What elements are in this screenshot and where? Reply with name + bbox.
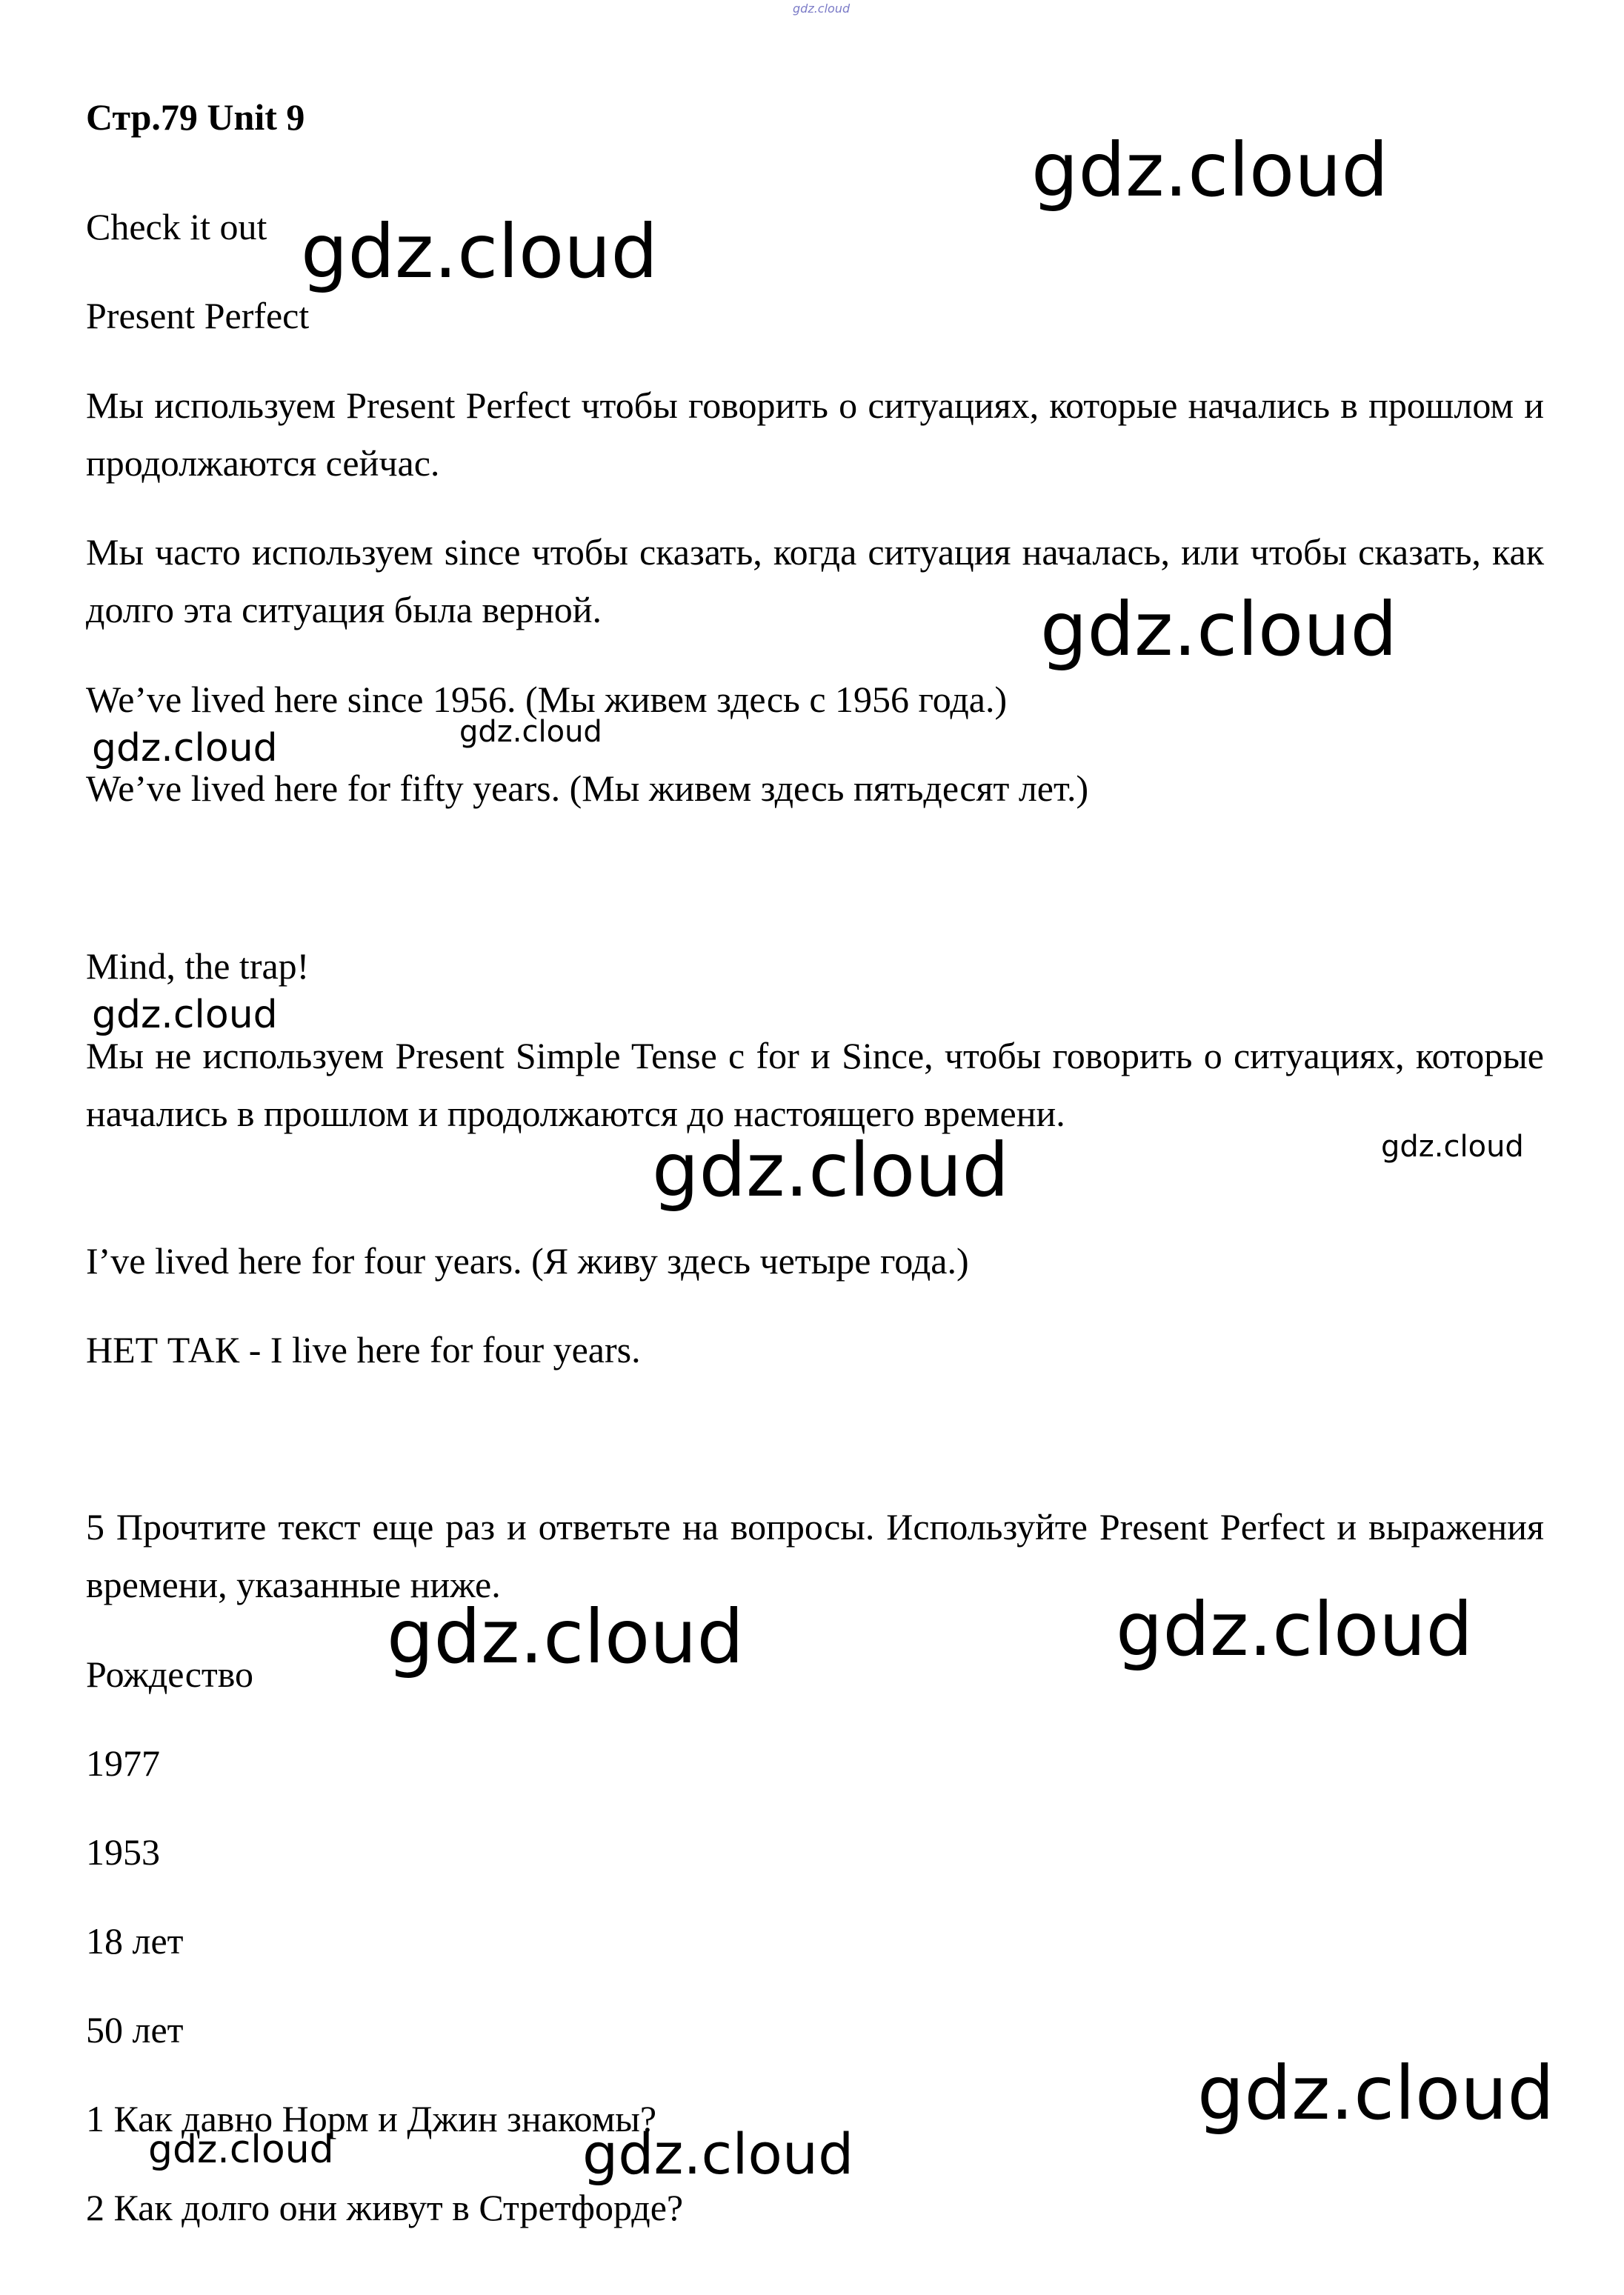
section-heading-mind-the-trap: Mind, the trap!: [86, 945, 310, 987]
rule-paragraph-2: Мы часто используем since чтобы сказать, когда ситуация началась, или чтобы сказать, как долго эта ситуация была верной.: [86, 531, 1544, 630]
time-expression-item: 50 лет: [86, 2009, 184, 2051]
time-expression-item: 1953: [86, 1831, 160, 1873]
watermark: gdz.cloud: [92, 993, 278, 1037]
rule-paragraph-3: Мы не используем Present Simple Tense с for и Since, чтобы говорить о ситуациях, которые начались в прошлом и продолжаются до настоящего времени.: [86, 1035, 1544, 1134]
exercise-instruction: 5 Прочтите текст еще раз и ответьте на вопросы. Используйте Present Perfect и выражения времени, указанные ниже.: [86, 1506, 1544, 1605]
watermark-top-tiny: gdz.cloud: [793, 1, 851, 16]
rule-paragraph-1: Мы используем Present Perfect чтобы говорить о ситуациях, которые начались в прошлом и продолжаются сейчас.: [86, 384, 1544, 484]
example-line-1: We’ve lived here since 1956. (Мы живем здесь с 1956 года.): [86, 679, 1008, 720]
time-expression-item: Рождество: [86, 1653, 254, 1695]
example-line-3: I’ve lived here for four years. (Я живу здесь четыре года.): [86, 1240, 969, 1282]
question-item: 1 Как давно Норм и Джин знакомы?: [86, 2098, 657, 2139]
page-title: Стр.79 Unit 9: [86, 96, 305, 138]
watermark: gdz.cloud: [1197, 2050, 1555, 2136]
time-expression-item: 18 лет: [86, 1920, 184, 1962]
watermark: gdz.cloud: [652, 1127, 1010, 1213]
watermark: gdz.cloud: [1116, 1586, 1474, 1673]
watermark: gdz.cloud: [92, 726, 278, 770]
watermark: gdz.cloud: [582, 2121, 854, 2187]
watermark: gdz.cloud: [1031, 127, 1389, 213]
example-line-4: НЕТ ТАК - I live here for four years.: [86, 1329, 641, 1370]
time-expression-item: 1977: [86, 1742, 160, 1784]
watermark: gdz.cloud: [1381, 1130, 1524, 1164]
example-line-2: We’ve lived here for fifty years. (Мы живем здесь пятьдесят лет.): [86, 767, 1089, 809]
section-heading-check-it-out: Check it out: [86, 206, 267, 247]
question-item: 2 Как долго они живут в Стретфорде?: [86, 2187, 684, 2228]
watermark: gdz.cloud: [459, 715, 602, 749]
watermark: gdz.cloud: [1040, 586, 1398, 673]
watermark: gdz.cloud: [301, 208, 659, 295]
section-heading-present-perfect: Present Perfect: [86, 295, 310, 336]
watermark: gdz.cloud: [148, 2128, 334, 2172]
watermark: gdz.cloud: [387, 1593, 745, 1680]
